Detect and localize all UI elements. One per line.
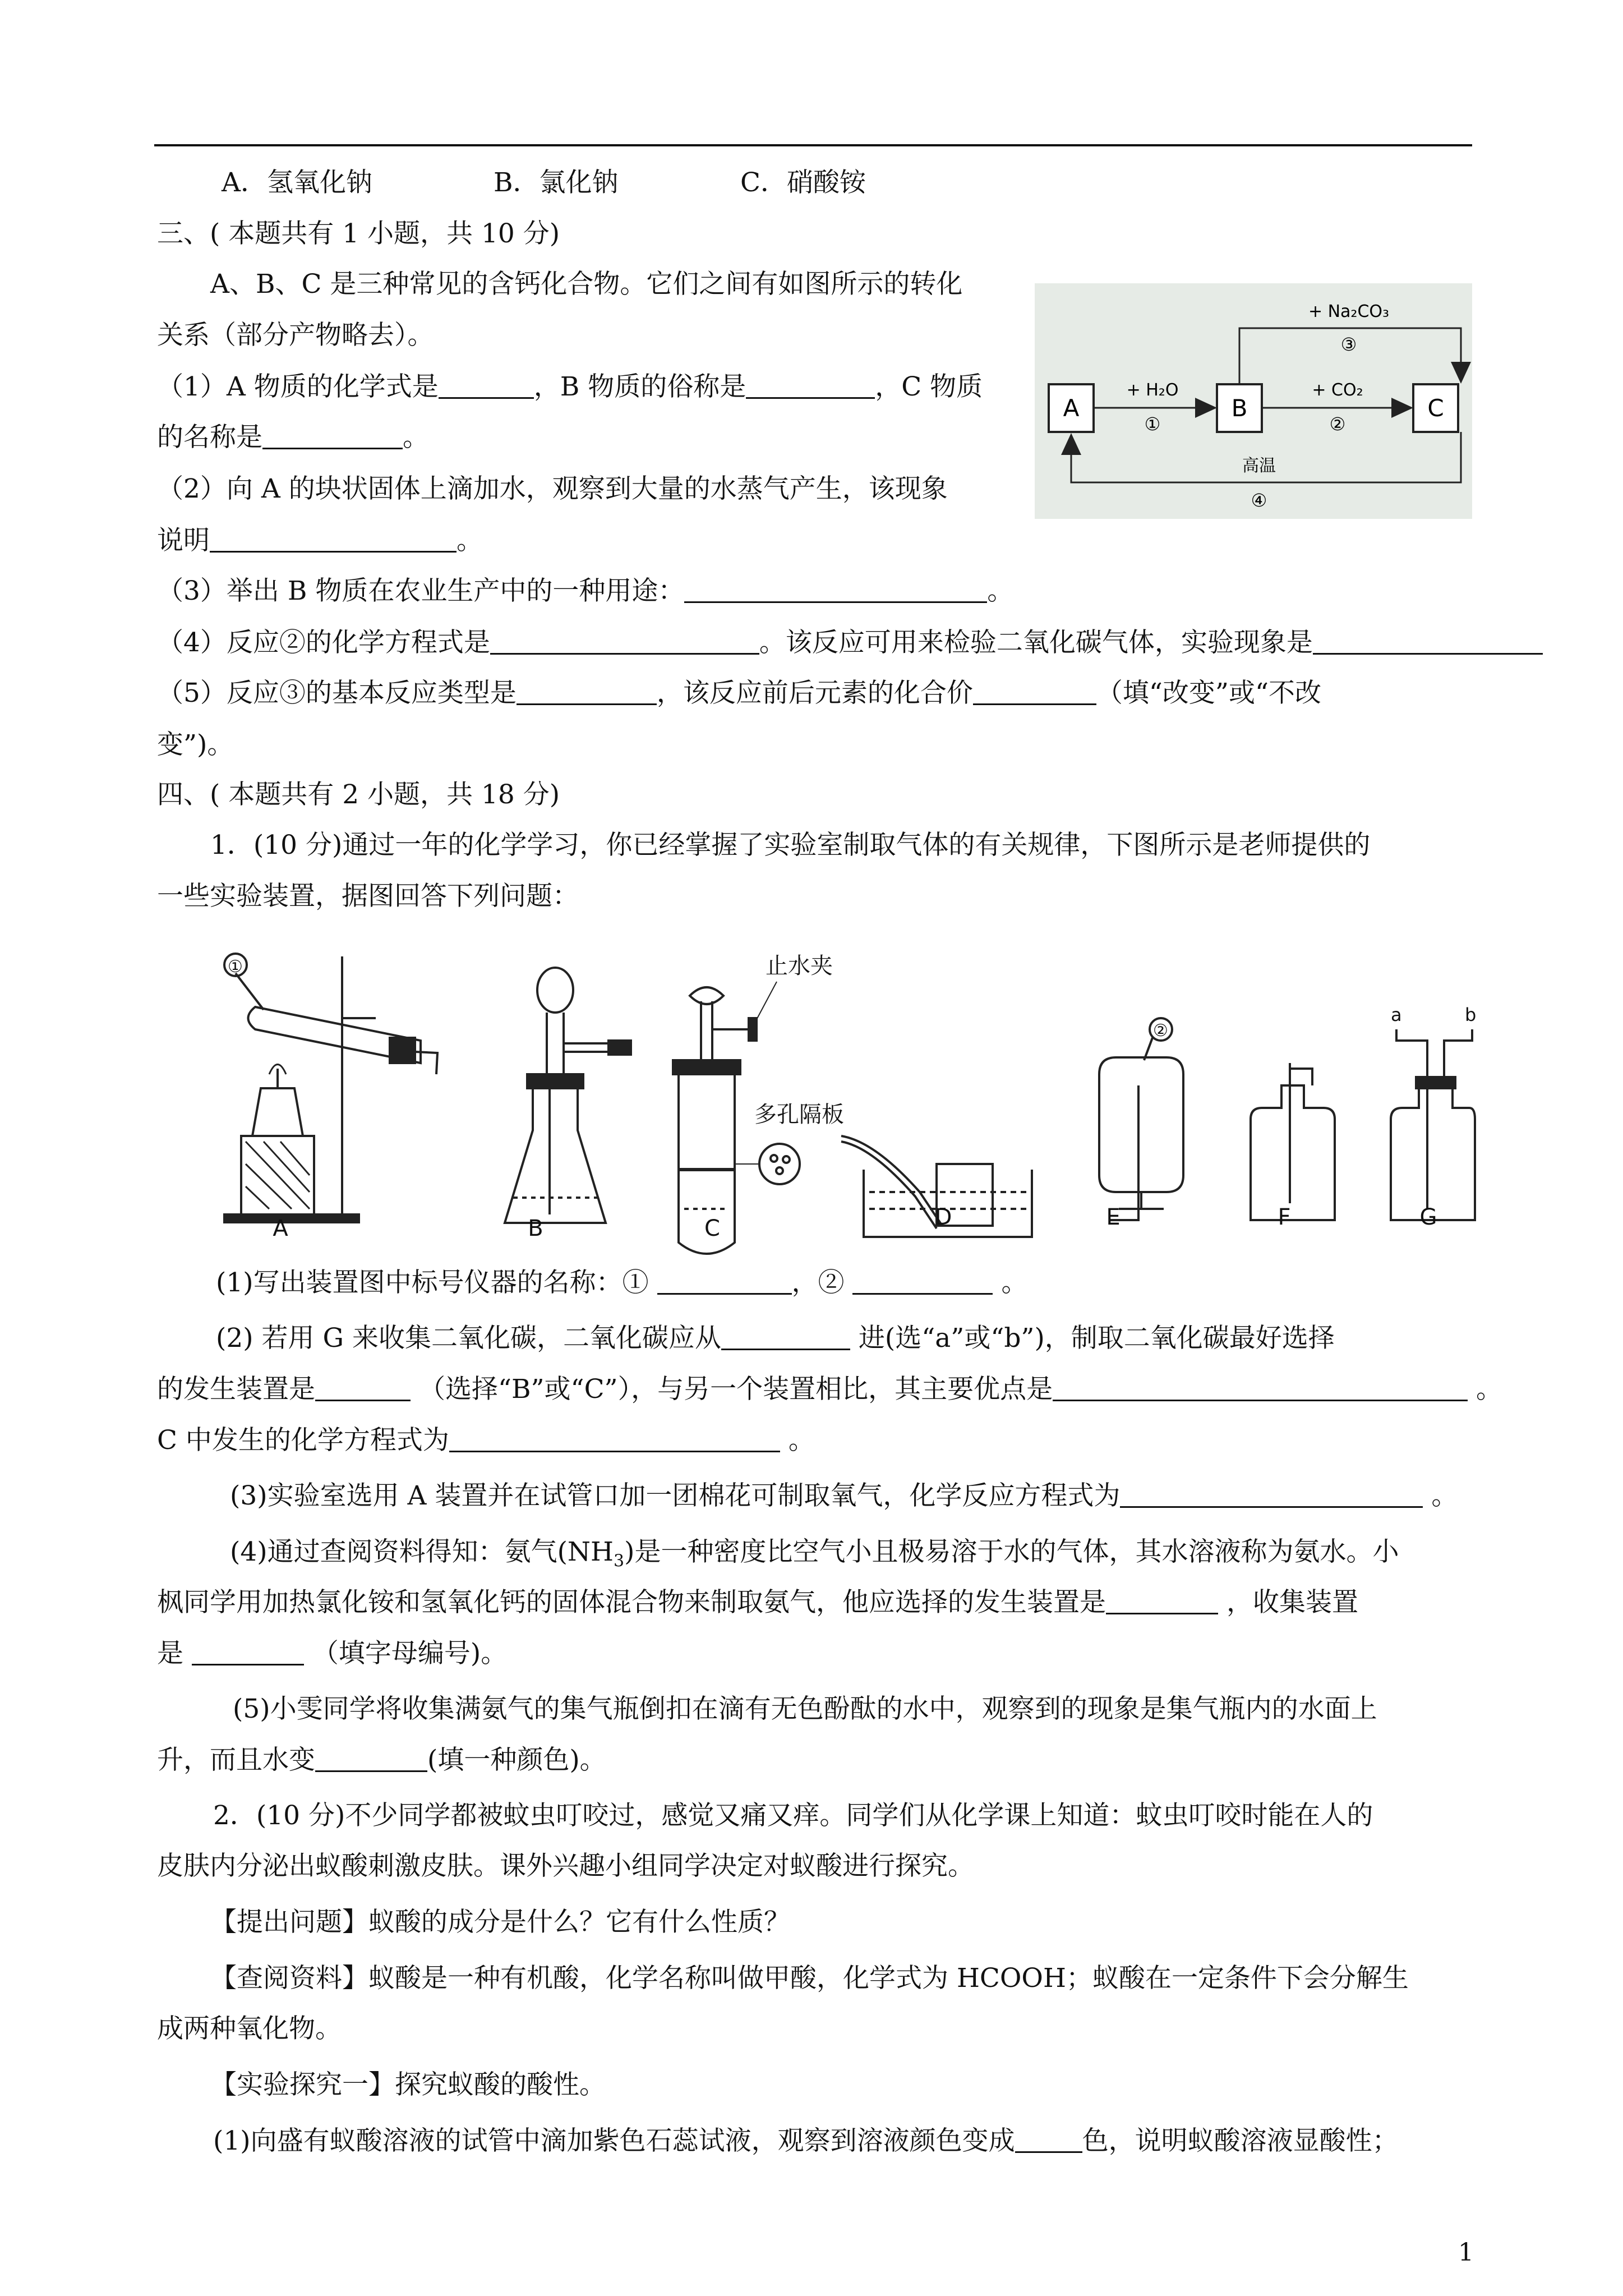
node-b-label: B <box>1231 394 1248 422</box>
answer-blank[interactable] <box>721 1323 850 1350</box>
answer-blank[interactable] <box>1015 2125 1082 2153</box>
label-a: A <box>273 1216 288 1241</box>
page-number: 1 <box>1458 2238 1474 2267</box>
port-b-label: b <box>1465 1004 1477 1025</box>
clamp-label: 止水夹 <box>766 953 833 979</box>
s4-question-2: (2) 若用 G 来收集二氧化碳，二氧化碳应从 进(选“a”或“b”)，制取二氧化碳最好选择 <box>216 1323 1335 1354</box>
s4-reference-cont: 成两种氧化物。 <box>157 2013 342 2044</box>
answer-blank[interactable] <box>1053 1374 1468 1401</box>
s4-p1-intro-cont: 一些实验装置，据图回答下列问题： <box>157 881 579 912</box>
apparatus-a <box>224 954 437 1222</box>
clamp-pointer <box>754 982 777 1024</box>
s4-question-1: (1)写出装置图中标号仪器的名称：① ，② 。 <box>216 1267 1028 1298</box>
answer-blank[interactable] <box>315 1374 411 1401</box>
label-b: B <box>528 1216 543 1241</box>
apparatus-f <box>1251 1063 1335 1220</box>
label-bottom-num: ④ <box>1251 490 1267 511</box>
label-bc-num: ② <box>1329 413 1346 435</box>
s4-question-2-cont2: C 中发生的化学方程式为 。 <box>157 1425 815 1456</box>
answer-blank[interactable] <box>192 1638 304 1665</box>
s3-question-2-cont: 说明 。 <box>157 525 483 556</box>
label-e: E <box>1106 1204 1121 1230</box>
mark-1: ① <box>228 957 243 977</box>
label-ab: + H₂O <box>1126 380 1179 400</box>
answer-blank[interactable] <box>852 1267 993 1295</box>
s4-p1-intro: 1．(10 分)通过一年的化学学习，你已经掌握了实验室制取气体的有关规律，下图所示是老师提供的 <box>210 830 1371 861</box>
section3-intro: A、B、C 是三种常见的含钙化合物。它们之间有如图所示的转化 <box>210 269 963 300</box>
label-top: + Na₂CO₃ <box>1308 302 1390 321</box>
answer-blank[interactable] <box>517 678 657 705</box>
s3-question-5: （5）反应③的基本反应类型是 ，该反应前后元素的化合价 （填“改变”或“不改 <box>157 678 1321 708</box>
s4-question-3: (3)实验室选用 A 装置并在试管口加一团棉花可制取氧气，化学反应方程式为 。 <box>230 1480 1458 1511</box>
label-ab-num: ① <box>1144 413 1161 435</box>
s4-ask: 【提出问题】蚁酸的成分是什么？它有什么性质？ <box>210 1907 790 1938</box>
label-g: G <box>1419 1204 1437 1230</box>
s4-p2-intro-cont: 皮肤内分泌出蚁酸刺激皮肤。课外兴趣小组同学决定对蚁酸进行探究。 <box>157 1851 974 1881</box>
port-a-label: a <box>1391 1004 1402 1025</box>
s4-question-4-cont2: 是 （填字母编号)。 <box>157 1638 508 1669</box>
answer-blank[interactable] <box>1120 1480 1423 1508</box>
node-c-label: C <box>1427 394 1444 422</box>
apparatus-b <box>505 968 631 1223</box>
answer-blank[interactable] <box>973 678 1096 705</box>
answer-blank[interactable] <box>657 1267 792 1295</box>
answer-blank[interactable] <box>439 371 534 399</box>
answer-blank[interactable] <box>746 371 875 399</box>
option-b: B．氯化钠 <box>494 167 619 198</box>
label-top-num: ③ <box>1340 334 1357 355</box>
answer-blank[interactable] <box>449 1425 780 1452</box>
section3-intro-cont: 关系（部分产物略去）。 <box>157 320 434 351</box>
label-d: D <box>934 1204 952 1230</box>
s3-question-1: （1）A 物质的化学式是 ，B 物质的俗称是 ，C 物质 <box>157 371 983 402</box>
label-c: C <box>704 1216 720 1241</box>
option-a: A．氢氧化钠 <box>222 167 372 198</box>
s3-question-2: （2）向 A 的块状固体上滴加水，观察到大量的水蒸气产生，该现象 <box>157 473 948 504</box>
header-rule <box>154 144 1472 146</box>
s4-question-5-cont: 升，而且水变 (填一种颜色)。 <box>157 1745 606 1775</box>
answer-blank[interactable] <box>315 1745 427 1772</box>
s4-experiment-1-q1: (1)向盛有蚁酸溶液的试管中滴加紫色石蕊试液，观察到溶液颜色变成 色，说明蚁酸溶液显酸性； <box>213 2125 1399 2156</box>
s4-experiment-1: 【实验探究一】探究蚁酸的酸性。 <box>210 2069 606 2100</box>
answer-blank[interactable] <box>1106 1587 1218 1614</box>
answer-blank[interactable] <box>684 576 987 603</box>
apparatus-figure <box>213 928 1475 1254</box>
s4-question-5: (5)小雯同学将收集满氨气的集气瓶倒扣在滴有无色酚酞的水中，观察到的现象是集气瓶内的水面上 <box>233 1694 1377 1724</box>
apparatus-g <box>1391 1029 1475 1220</box>
section4-heading: 四、( 本题共有 2 小题，共 18 分) <box>157 779 560 810</box>
porous-plate-label: 多孔隔板 <box>754 1102 844 1128</box>
s4-p2-intro: 2．(10 分)不少同学都被蚊虫叮咬过，感觉又痛又痒。同学们从化学课上知道：蚊虫叮咬时能在人的 <box>213 1800 1373 1831</box>
conversion-flow-diagram <box>1035 283 1472 519</box>
answer-blank[interactable] <box>210 525 457 553</box>
label-bc: + CO₂ <box>1312 380 1363 400</box>
s3-question-5-cont: 变”)。 <box>157 729 234 760</box>
s4-question-4: (4)通过查阅资料得知：氨气$(NH_3)$是一种密度比空气小且极易溶于水的气体，其水溶液称为氨水。小 <box>230 1536 1399 1571</box>
mark-2: ② <box>1153 1021 1168 1041</box>
apparatus-e <box>1099 1018 1183 1220</box>
s4-question-2-cont: 的发生装置是 （选择“B”或“C”），与另一个装置相比，其主要优点是 。 <box>157 1374 1503 1405</box>
s3-question-1-cont: 的名称是 。 <box>157 422 429 453</box>
label-f: F <box>1278 1204 1291 1230</box>
s4-reference: 【查阅资料】蚁酸是一种有机酸，化学名称叫做甲酸，化学式为 HCOOH；蚁酸在一定条件下会分解生 <box>210 1963 1409 1994</box>
section3-heading: 三、( 本题共有 1 小题，共 10 分) <box>157 218 560 249</box>
answer-blank[interactable] <box>490 627 759 655</box>
answer-blank[interactable] <box>1313 627 1543 655</box>
node-a-label: A <box>1063 394 1080 422</box>
answer-blank[interactable] <box>262 422 403 449</box>
s3-question-3: （3）举出 B 物质在农业生产中的一种用途： 。 <box>157 576 1014 606</box>
option-c: C．硝酸铵 <box>740 167 866 198</box>
label-bottom: 高温 <box>1242 456 1276 476</box>
s3-question-4: （4）反应②的化学方程式是 。该反应可用来检验二氧化碳气体，实验现象是 <box>157 626 1543 660</box>
s4-question-4-cont: 枫同学用加热氯化铵和氢氧化钙的固体混合物来制取氨气，他应选择的发生装置是 ，收集装置 <box>157 1587 1358 1618</box>
